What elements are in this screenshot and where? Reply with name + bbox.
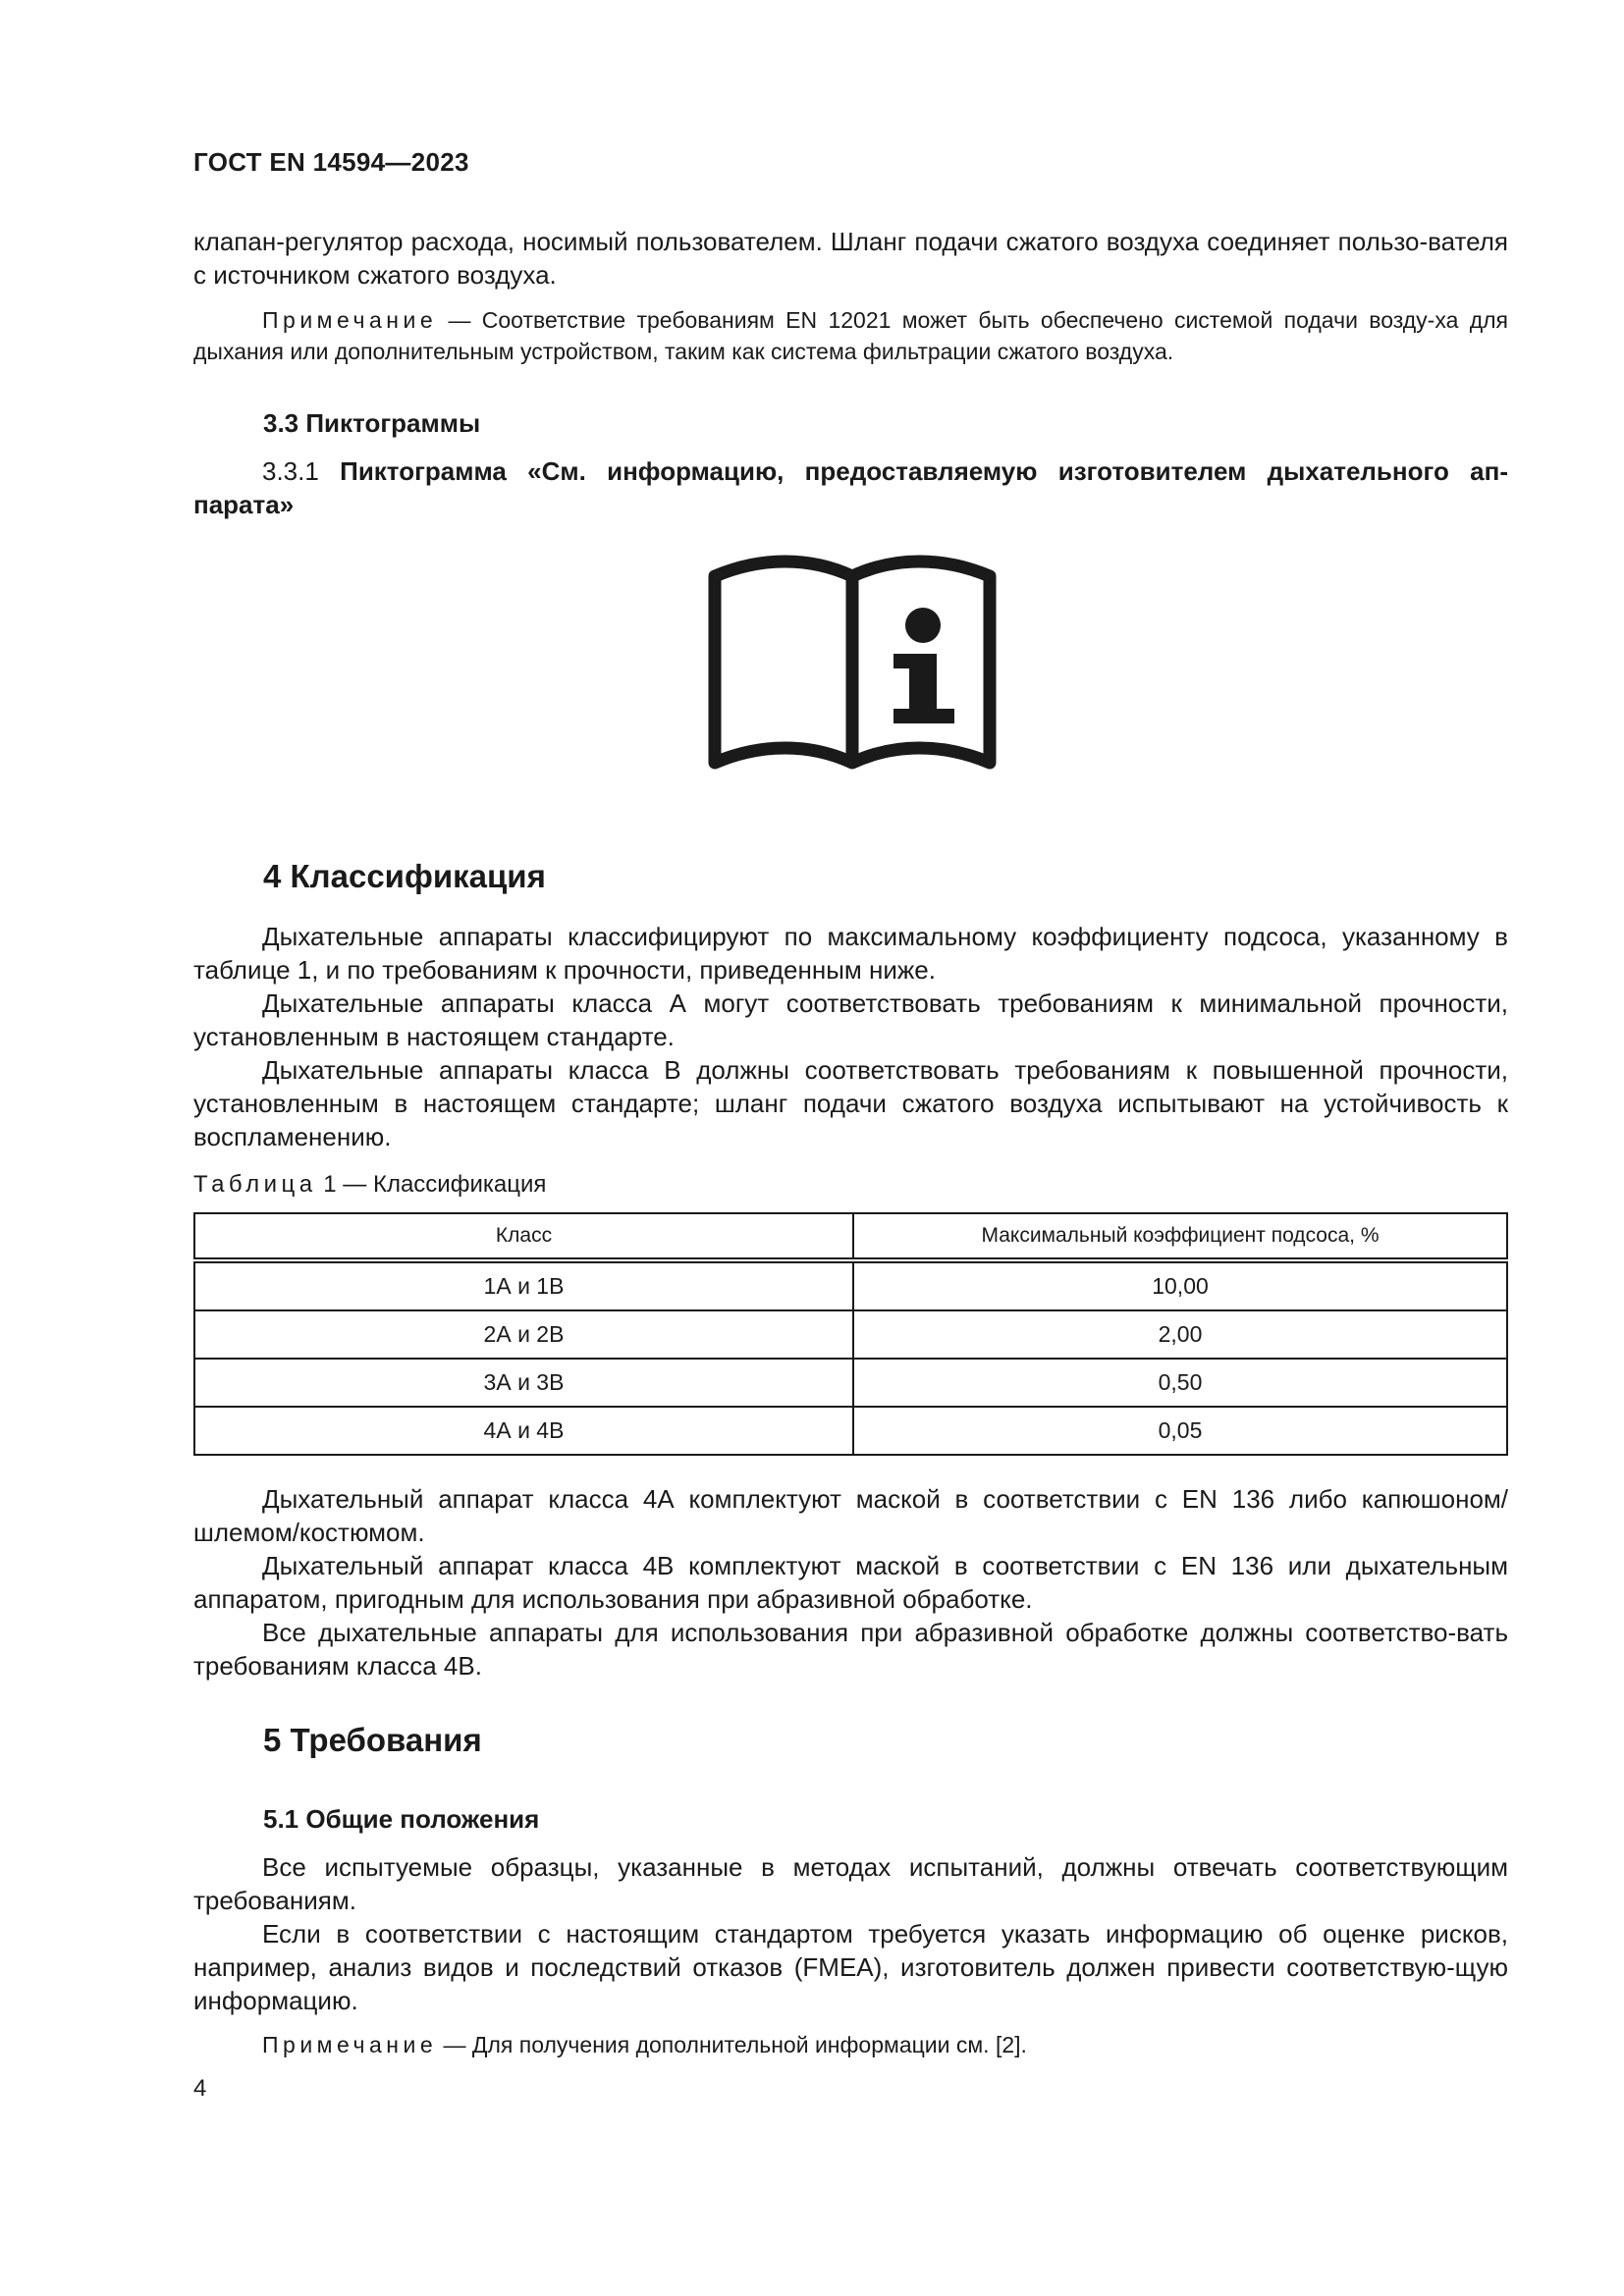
section-3-3-heading: 3.3 Пиктограммы [263,408,481,438]
table-row [194,1359,1507,1407]
note-text: — Для получения дополнительной информации см. [2]. [437,2032,1027,2057]
section-4-paragraph: Дыхательный аппарат класса 4А комплектуют маской в соответствии с EN 136 либо капюшоном/шлемом/костюмом. [193,1484,1508,1547]
section-4-paragraph: Дыхательные аппараты класса В должны соответствовать требованиям к повышенной прочности, установленным в настоящем стандарте; шланг подачи сжатого воздуха испытывают на устойчивость к воспламенению. [193,1055,1508,1151]
table-row [194,1407,1507,1455]
section-5-note [193,2029,1508,2060]
table-header-class: Класс [194,1213,853,1260]
section-5-heading: 5 Требования [263,1722,482,1758]
table-caption-label: Таблица [193,1171,317,1198]
section-5-body [193,1850,1508,2017]
table-row [194,1260,1507,1310]
document-header: ГОСТ EN 14594—2023 [193,147,469,177]
table-row [194,1310,1507,1359]
table-cell-coefficient: 0,50 [853,1359,1507,1407]
subsection-title: Пиктограмма «См. информацию, предоставляемую изготовителем дыхательного ап-парата» [193,456,1508,519]
section-4-heading: 4 Классификация [263,858,546,894]
section-4-paragraph: Дыхательный аппарат класса 4В комплектуют маской в соответствии с EN 136 или дыхательным аппаратом, пригодным для использования при абразивной обработке. [193,1551,1508,1614]
section-5-paragraph: Если в соответствии с настоящим стандартом требуется указать информацию об оценке рисков, например, анализ видов и последствий отказов (FMEA), изготовитель должен привести соответствую-щую информацию. [193,1919,1508,2015]
note-label: Примечание [262,2032,438,2057]
intro-note [193,304,1508,367]
book-information-icon [707,555,998,773]
section-3-3-1-title [193,454,1508,521]
table-header-coefficient: Максимальный коэффициент подсоса, % [853,1213,1507,1260]
table-caption-text: 1 — Классификация [316,1171,547,1198]
table-caption [193,1171,546,1199]
section-4-paragraph: Дыхательные аппараты классифицируют по максимальному коэффициенту подсоса, указанному в таблице 1, и по требованиям к прочности, приведенным ниже. [193,922,1508,985]
note-label: Примечание [262,307,438,333]
intro-continuation: клапан-регулятор расхода, носимый пользователем. Шланг подачи сжатого воздуха соединяет пользо-вателя с источником сжатого воздуха. [193,227,1508,290]
table-cell-coefficient: 0,05 [853,1407,1507,1455]
section-4-body [193,920,1508,1153]
classification-table [193,1212,1508,1456]
page-number: 4 [193,2075,207,2102]
section-5-1-heading: 5.1 Общие положения [263,1804,540,1834]
table-header-row [194,1213,1507,1260]
section-5-paragraph: Все испытуемые образцы, указанные в методах испытаний, должны отвечать соответствующим требованиям. [193,1852,1508,1915]
section-4-paragraph: Дыхательные аппараты класса А могут соответствовать требованиям к минимальной прочности, установленным в настоящем стандарте. [193,988,1508,1051]
table-cell-class: 1А и 1В [194,1260,853,1310]
table-cell-coefficient: 2,00 [853,1310,1507,1359]
table-cell-class: 2А и 2В [194,1310,853,1359]
table-cell-coefficient: 10,00 [853,1260,1507,1310]
note-text: — Соответствие требованиям EN 12021 может быть обеспечено системой подачи возду-ха для дыхания или дополнительным устройством, таким как система фильтрации сжатого воздуха. [193,307,1508,364]
section-4-paragraph: Все дыхательные аппараты для использования при абразивной обработке должны соответство-вать требованиям класса 4В. [193,1618,1508,1681]
table-cell-class: 3А и 3В [194,1359,853,1407]
table-cell-class: 4А и 4В [194,1407,853,1455]
subsection-number: 3.3.1 [262,456,341,486]
section-4-after-table [193,1482,1508,1682]
